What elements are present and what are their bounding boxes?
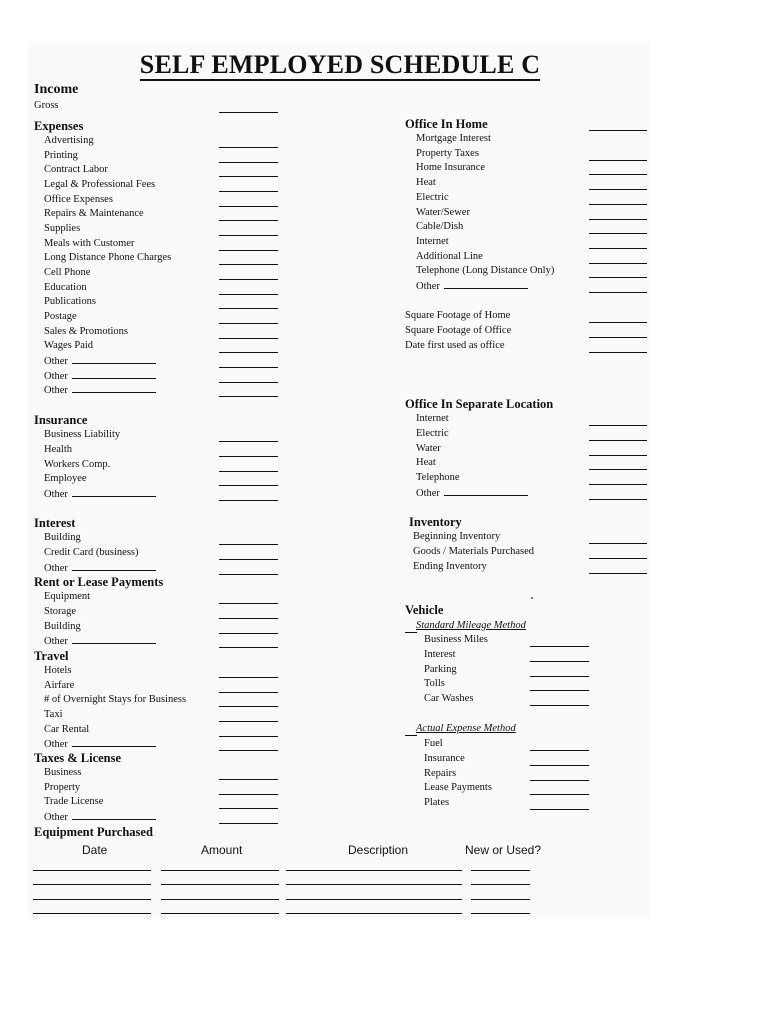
- equipment-date-field[interactable]: [33, 913, 151, 914]
- expense-amount-field[interactable]: [219, 323, 278, 324]
- rent-amount-field[interactable]: [219, 603, 278, 604]
- office-separate-item-label: Internet: [416, 413, 449, 424]
- standard-mileage-item-label: Tolls: [424, 678, 445, 690]
- taxes-item-label: Trade License: [44, 796, 104, 808]
- travel-item-label: Other: [44, 737, 156, 752]
- standard-mileage-item-label: Interest: [424, 648, 456, 660]
- actual-expense-amount-field[interactable]: [530, 809, 589, 810]
- travel-heading: Travel: [34, 649, 69, 663]
- office-home-amount-field[interactable]: [589, 189, 647, 190]
- expense-item-label: Education: [44, 281, 87, 293]
- taxes-item-label: Business: [44, 767, 82, 778]
- insurance-item-label: Business Liability: [44, 429, 121, 440]
- rent-item-label: Storage: [44, 605, 77, 617]
- expense-item-label: Printing: [44, 149, 78, 161]
- interest-amount-field[interactable]: [219, 574, 278, 575]
- column-date-header: Date: [82, 843, 108, 857]
- standard-mileage-amount-field[interactable]: [530, 676, 589, 677]
- equipment-amount-field[interactable]: [161, 913, 279, 914]
- equipment-date-field[interactable]: [33, 899, 151, 900]
- expense-amount-field[interactable]: [219, 191, 278, 192]
- standard-mileage-item-label: Business Miles: [424, 634, 488, 645]
- inventory-item-label: Ending Inventory: [413, 560, 487, 572]
- equipment-amount-field[interactable]: [161, 870, 279, 871]
- rent-amount-field[interactable]: [219, 633, 278, 634]
- office-home-sq-label: Date first used as office: [405, 339, 505, 351]
- travel-item-label: Car Rental: [44, 723, 90, 735]
- office-separate-amount-field[interactable]: [589, 455, 647, 456]
- office-home-item-label: Other: [416, 279, 528, 294]
- other-description-line[interactable]: [72, 487, 156, 497]
- expense-amount-field[interactable]: [219, 367, 278, 368]
- office-home-amount-field[interactable]: [589, 277, 647, 278]
- equipment-new-or-used-field[interactable]: [471, 870, 530, 871]
- actual-expense-item-label: Insurance: [424, 752, 465, 764]
- office-home-sq-field[interactable]: [589, 352, 647, 353]
- other-description-line[interactable]: [72, 634, 156, 644]
- form-title: SELF EMPLOYED SCHEDULE C: [139, 50, 541, 79]
- office-home-item-label: Heat: [416, 177, 436, 189]
- office-home-item-label: Electric: [416, 191, 449, 203]
- insurance-amount-field[interactable]: [219, 471, 278, 472]
- travel-amount-field[interactable]: [219, 706, 278, 707]
- expense-amount-field[interactable]: [219, 338, 278, 339]
- expense-item-label: Legal & Professional Fees: [44, 179, 156, 190]
- expense-item-label: Sales & Promotions: [44, 325, 129, 337]
- expense-item-label: Wages Paid: [44, 340, 94, 352]
- expense-item-label: Office Expenses: [44, 193, 113, 205]
- office-home-heading: Office In Home: [405, 117, 488, 131]
- interest-amount-field[interactable]: [219, 559, 278, 560]
- office-separate-amount-field[interactable]: [589, 425, 647, 426]
- office-home-amount-field[interactable]: [589, 130, 647, 131]
- actual-expense-heading: Actual Expense Method: [416, 723, 516, 734]
- equipment-description-field[interactable]: [286, 870, 462, 871]
- equipment-description-field[interactable]: [286, 899, 462, 900]
- equipment-amount-field[interactable]: [161, 899, 279, 900]
- standard-mileage-lead-line[interactable]: [405, 632, 417, 633]
- equipment-new-or-used-field[interactable]: [471, 884, 530, 885]
- office-home-sq-label: Square Footage of Office: [405, 324, 512, 336]
- standard-mileage-amount-field[interactable]: [530, 690, 589, 691]
- insurance-item-label: Health: [44, 443, 72, 455]
- other-description-line[interactable]: [444, 486, 528, 496]
- office-separate-amount-field[interactable]: [589, 484, 647, 485]
- equipment-date-field[interactable]: [33, 884, 151, 885]
- office-home-amount-field[interactable]: [589, 233, 647, 234]
- interest-item-label: Credit Card (business): [44, 546, 139, 558]
- office-separate-item-label: Other: [416, 486, 528, 501]
- inventory-heading: Inventory: [409, 515, 462, 529]
- expense-amount-field[interactable]: [219, 250, 278, 251]
- taxes-amount-field[interactable]: [219, 779, 278, 780]
- expense-item-label: Meals with Customer: [44, 237, 135, 249]
- expense-item-label: Long Distance Phone Charges: [44, 252, 172, 264]
- other-description-line[interactable]: [72, 354, 156, 364]
- office-separate-amount-field[interactable]: [589, 499, 647, 500]
- travel-item-label: Airfare: [44, 679, 75, 691]
- insurance-item-label: Employee: [44, 473, 87, 485]
- office-home-item-label: Additional Line: [416, 250, 483, 262]
- rent-item-label: Building: [44, 620, 81, 632]
- travel-amount-field[interactable]: [219, 692, 278, 693]
- income-heading: Income: [34, 82, 79, 97]
- equipment-description-field[interactable]: [286, 884, 462, 885]
- travel-amount-field[interactable]: [219, 721, 278, 722]
- column-description-header: Description: [348, 843, 409, 857]
- income-gross-field[interactable]: [219, 112, 278, 113]
- equipment-description-field[interactable]: [286, 913, 462, 914]
- standard-mileage-amount-field[interactable]: [530, 646, 589, 647]
- insurance-amount-field[interactable]: [219, 456, 278, 457]
- insurance-item-label: Workers Comp.: [44, 458, 111, 470]
- insurance-amount-field[interactable]: [219, 441, 278, 442]
- standard-mileage-heading: Standard Mileage Method: [416, 620, 526, 631]
- office-home-amount-field[interactable]: [589, 174, 647, 175]
- office-home-item-label: Property Taxes: [416, 147, 479, 159]
- taxes-heading: Taxes & License: [34, 751, 122, 765]
- column-new-or-used-header: New or Used?: [465, 843, 542, 857]
- expense-item-label: Repairs & Maintenance: [44, 208, 144, 220]
- office-separate-item-label: Water: [416, 442, 441, 454]
- rent-item-label: Other: [44, 634, 156, 649]
- actual-expense-amount-field[interactable]: [530, 780, 589, 781]
- office-home-sq-label: Square Footage of Home: [405, 310, 511, 321]
- actual-expense-amount-field[interactable]: [530, 750, 589, 751]
- office-separate-heading: Office In Separate Location: [405, 397, 554, 411]
- expense-item-label: Publications: [44, 296, 96, 308]
- equipment-date-field[interactable]: [33, 870, 151, 871]
- office-home-amount-field[interactable]: [589, 160, 647, 161]
- insurance-heading: Insurance: [34, 413, 88, 427]
- expense-amount-field[interactable]: [219, 396, 278, 397]
- other-description-line[interactable]: [72, 369, 156, 379]
- expense-item-label: Postage: [44, 311, 77, 323]
- travel-amount-field[interactable]: [219, 736, 278, 737]
- interest-item-label: Building: [44, 532, 81, 543]
- standard-mileage-item-label: Car Washes: [424, 693, 474, 704]
- rent-amount-field[interactable]: [219, 618, 278, 619]
- vehicle-heading: Vehicle: [405, 603, 444, 617]
- taxes-amount-field[interactable]: [219, 808, 278, 809]
- expense-amount-field[interactable]: [219, 162, 278, 163]
- office-home-amount-field[interactable]: [589, 248, 647, 249]
- office-home-item-label: Internet: [416, 235, 449, 247]
- rent-heading: Rent or Lease Payments: [34, 575, 164, 589]
- insurance-amount-field[interactable]: [219, 500, 278, 501]
- taxes-item-label: Other: [44, 810, 156, 825]
- rent-amount-field[interactable]: [219, 647, 278, 648]
- office-separate-item-label: Electric: [416, 427, 449, 439]
- office-home-item-label: Home Insurance: [416, 162, 486, 174]
- expenses-heading: Expenses: [34, 119, 84, 133]
- expense-amount-field[interactable]: [219, 220, 278, 221]
- standard-mileage-amount-field[interactable]: [530, 661, 589, 662]
- actual-expense-item-label: Fuel: [424, 738, 443, 749]
- office-home-sq-field[interactable]: [589, 322, 647, 323]
- expense-amount-field[interactable]: [219, 352, 278, 353]
- expense-item-label: Supplies: [44, 223, 81, 235]
- office-home-amount-field[interactable]: [589, 292, 647, 293]
- office-separate-item-label: Telephone: [416, 472, 460, 484]
- taxes-amount-field[interactable]: [219, 823, 278, 824]
- taxes-amount-field[interactable]: [219, 794, 278, 795]
- expense-amount-field[interactable]: [219, 382, 278, 383]
- interest-amount-field[interactable]: [219, 544, 278, 545]
- inventory-item-label: Beginning Inventory: [413, 531, 501, 542]
- expense-amount-field[interactable]: [219, 176, 278, 177]
- standard-mileage-item-label: Parking: [424, 663, 457, 675]
- expense-item-label: Other: [44, 369, 156, 384]
- inventory-amount-field[interactable]: [589, 573, 647, 574]
- other-description-line[interactable]: [72, 737, 156, 747]
- actual-expense-amount-field[interactable]: [530, 794, 589, 795]
- rent-item-label: Equipment: [44, 591, 91, 602]
- equipment-new-or-used-field[interactable]: [471, 899, 530, 900]
- office-home-amount-field[interactable]: [589, 204, 647, 205]
- interest-heading: Interest: [34, 516, 76, 530]
- expense-amount-field[interactable]: [219, 308, 278, 309]
- insurance-amount-field[interactable]: [219, 485, 278, 486]
- equipment-amount-field[interactable]: [161, 884, 279, 885]
- office-separate-amount-field[interactable]: [589, 469, 647, 470]
- office-home-item-label: Water/Sewer: [416, 206, 470, 218]
- inventory-item-label: Goods / Materials Purchased: [413, 545, 535, 557]
- actual-expense-item-label: Repairs: [424, 767, 457, 779]
- actual-expense-amount-field[interactable]: [530, 765, 589, 766]
- expense-amount-field[interactable]: [219, 235, 278, 236]
- actual-expense-lead-line[interactable]: [405, 735, 417, 736]
- office-separate-amount-field[interactable]: [589, 440, 647, 441]
- expense-item-label: Cell Phone: [44, 267, 91, 279]
- expense-amount-field[interactable]: [219, 294, 278, 295]
- other-description-line[interactable]: [444, 279, 528, 289]
- expense-amount-field[interactable]: [219, 147, 278, 148]
- office-home-item-label: Cable/Dish: [416, 221, 464, 233]
- scan-speck: [531, 597, 533, 599]
- interest-item-label: Other: [44, 561, 156, 576]
- travel-item-label: Hotels: [44, 665, 72, 676]
- scanned-form-area: [28, 42, 650, 918]
- office-home-amount-field[interactable]: [589, 263, 647, 264]
- travel-item-label: Taxi: [44, 709, 63, 720]
- expense-item-label: Other: [44, 354, 156, 369]
- travel-amount-field[interactable]: [219, 677, 278, 678]
- office-home-amount-field[interactable]: [589, 219, 647, 220]
- actual-expense-item-label: Lease Payments: [424, 782, 492, 794]
- equipment-new-or-used-field[interactable]: [471, 913, 530, 914]
- travel-amount-field[interactable]: [219, 750, 278, 751]
- expense-amount-field[interactable]: [219, 206, 278, 207]
- other-description-line[interactable]: [72, 383, 156, 393]
- taxes-item-label: Property: [44, 781, 81, 793]
- expense-item-label: Advertising: [44, 135, 94, 146]
- expense-amount-field[interactable]: [219, 279, 278, 280]
- office-home-item-label: Mortgage Interest: [416, 133, 491, 144]
- actual-expense-item-label: Plates: [424, 797, 450, 808]
- inventory-amount-field[interactable]: [589, 543, 647, 544]
- office-separate-item-label: Heat: [416, 457, 436, 469]
- column-amount-header: Amount: [201, 843, 243, 857]
- equipment-heading: Equipment Purchased: [34, 825, 153, 839]
- office-home-item-label: Telephone (Long Distance Only): [416, 265, 555, 277]
- expense-item-label: Other: [44, 383, 156, 398]
- other-description-line[interactable]: [72, 810, 156, 820]
- inventory-amount-field[interactable]: [589, 558, 647, 559]
- travel-item-label: # of Overnight Stays for Business: [44, 694, 187, 706]
- standard-mileage-amount-field[interactable]: [530, 705, 589, 706]
- office-home-sq-field[interactable]: [589, 337, 647, 338]
- expense-amount-field[interactable]: [219, 264, 278, 265]
- expense-item-label: Contract Labor: [44, 164, 108, 176]
- income-gross-label: Gross: [34, 100, 59, 111]
- other-description-line[interactable]: [72, 561, 156, 571]
- insurance-item-label: Other: [44, 487, 156, 502]
